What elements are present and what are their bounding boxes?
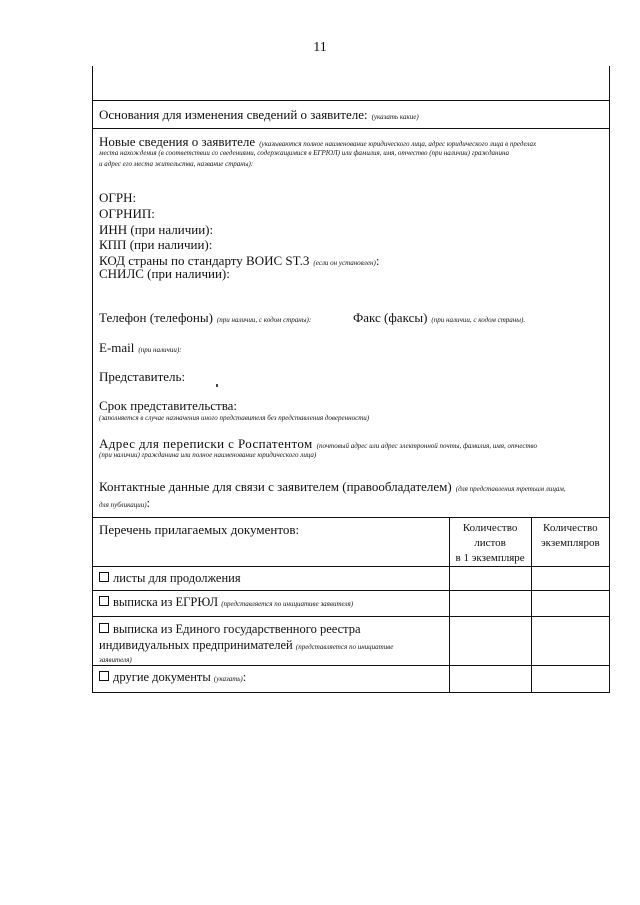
- contact-note-2: для публикации): [99, 501, 147, 509]
- new-info-note-1: (указываются полное наименование юридического лица, адрес юридического лица в пределах: [259, 140, 537, 148]
- document-item-other: другие документы (указать):: [93, 666, 450, 693]
- form-top-continuation: [92, 66, 610, 100]
- table-row: [93, 666, 610, 693]
- table-row: [93, 617, 610, 666]
- copies-count-cell[interactable]: [531, 591, 609, 617]
- basis-label: Основания для изменения сведений о заявителе:: [99, 107, 368, 122]
- basis-note: (указать какие): [371, 113, 419, 121]
- phone-note: (при наличии, с кодом страны):: [216, 316, 312, 324]
- email-note: (при наличии):: [138, 346, 182, 354]
- checkbox[interactable]: [99, 671, 109, 681]
- basis-section: [92, 100, 610, 128]
- ogrn-label: ОГРН:: [99, 190, 137, 205]
- sheets-count-header: Количество листов в 1 экземпляре: [449, 518, 531, 567]
- sheets-count-cell[interactable]: [449, 591, 531, 617]
- documents-header-cell: Перечень прилагаемых документов:: [93, 518, 450, 567]
- address-note-2: (при наличии) гражданина или полное наименование юридического лица): [99, 451, 317, 459]
- sheets-count-cell[interactable]: [449, 567, 531, 591]
- sheets-count-cell[interactable]: [449, 666, 531, 693]
- checkbox[interactable]: [99, 596, 109, 606]
- new-info-note-3: и адрес его места жительства, название страны):: [99, 160, 254, 168]
- documents-table: [92, 517, 610, 693]
- page-number: 11: [313, 40, 327, 55]
- contact-note-1: (для представления третьим лицам,: [455, 485, 566, 493]
- checkbox[interactable]: [99, 623, 109, 633]
- copies-count-cell[interactable]: [531, 567, 609, 591]
- new-info-note-2: места нахождения (в соответствии со сведениями, содержащимися в ЕГРЮЛ) или фамилия, имя, отчество (при наличии) гражданина: [99, 149, 509, 157]
- table-row: [93, 591, 610, 617]
- fax-label: Факс (факсы): [353, 310, 428, 325]
- scan-speck: [216, 384, 218, 387]
- documents-table-header: [93, 518, 610, 567]
- ogrnip-label: ОГРНИП:: [99, 206, 155, 221]
- country-code-note: (если он установлен): [313, 259, 376, 267]
- inn-label: ИНН (при наличии):: [99, 222, 214, 237]
- document-item-continuation: листы для продолжения: [93, 567, 450, 591]
- address-label: Адрес для переписки с Роспатентом: [99, 436, 313, 451]
- snils-label: СНИЛС (при наличии):: [99, 266, 230, 281]
- contact-label: Контактные данные для связи с заявителем (правообладателем): [99, 479, 452, 494]
- document-item-egrip: выписка из Единого государственного реестра индивидуальных предпринимателей (представляется по инициативе заявителя): [93, 617, 450, 666]
- fax-note: (при наличии, с кодом страны).: [431, 316, 526, 324]
- copies-count-header: Количество экземпляров: [531, 518, 609, 567]
- copies-count-cell[interactable]: [531, 617, 609, 666]
- new-info-section: Новые сведения о заявителе (указываются полное наименование юридического лица, адрес юридического лица в пределах места нахождения (в соответствии со сведениями, содержащимися в ЕГРЮЛ) или фамилия, имя, отчество (при наличии) гражданина и адрес его места жительства, название страны): ОГРН: ОГРНИП: ИНН (при наличии): КПП (при наличии): КОД страны по стандарту ВОИС ST.3 (если он установлен): СНИЛС (при наличии): Телефон (телефоны) (при наличии, с кодом страны): Факс (факсы) (при наличии, с кодом страны). E-mail (при наличии): Представитель: Срок представительства: (заполняется в случае назначения иного представителя без представления доверенности) Адрес для переписки с Роспатентом (почтовый адрес или адрес электронной почты, фамилия, имя, отчество (при наличии) гражданина или полное наименование юридического лица) Контактные данные для связи с заявителем (правообладателем) (для представления третьим лицам, для публикации):: [92, 128, 610, 517]
- country-code-label: КОД страны по стандарту ВОИС ST.3: [99, 253, 310, 268]
- term-note: (заполняется в случае назначения иного представителя без представления доверенности): [99, 414, 370, 422]
- term-label: Срок представительства:: [99, 398, 238, 413]
- sheets-count-cell[interactable]: [449, 617, 531, 666]
- new-info-label: Новые сведения о заявителе: [99, 134, 256, 149]
- kpp-label: КПП (при наличии):: [99, 237, 213, 252]
- copies-count-cell[interactable]: [531, 666, 609, 693]
- email-label: E-mail: [99, 340, 135, 355]
- representative-label: Представитель:: [99, 369, 186, 384]
- document-item-egrul: выписка из ЕГРЮЛ (представляется по инициативе заявителя): [93, 591, 450, 617]
- checkbox[interactable]: [99, 572, 109, 582]
- phone-label: Телефон (телефоны): [99, 310, 213, 325]
- table-row: [93, 567, 610, 591]
- address-note-1: (почтовый адрес или адрес электронной почты, фамилия, имя, отчество: [316, 442, 537, 450]
